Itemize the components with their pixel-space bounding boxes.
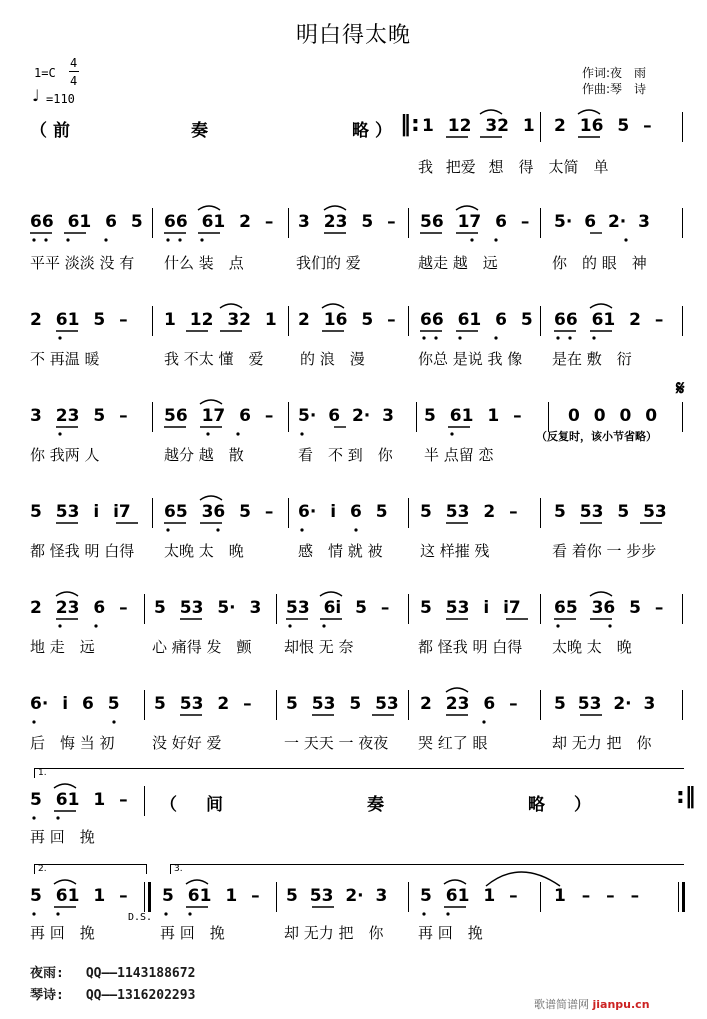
measure: 2 16 5 – [554, 116, 652, 136]
lyric-segment: 你总 是说 我 像 [418, 350, 523, 368]
lyric-segment: 太晚 太 晚 [164, 542, 244, 560]
segno-icon: 𝄋 [676, 376, 685, 400]
repeat-start-icon: ‖: [400, 112, 420, 137]
measure: 0 0 0 0 [568, 406, 658, 426]
lyric-segment: 却 无力 把 你 [552, 734, 652, 752]
measure: 5· 6 2· 3 [298, 406, 394, 426]
contact-line [30, 984, 195, 1003]
lyric-segment: 却恨 无 奈 [284, 638, 354, 656]
lyric-segment: 你 我两 人 [30, 446, 100, 464]
time-signature-bottom: 4 [70, 74, 78, 88]
lyric-segment: 再 回 挽 [30, 924, 95, 942]
measure: 5 53 2· 3 [286, 886, 388, 906]
measure: 5 53 5 53 [286, 694, 399, 714]
measure: 65 36 5 – [164, 502, 274, 522]
measure: 1 – – – [554, 886, 640, 906]
measure: 5 61 1 – [162, 886, 260, 906]
measure: 5 61 1 – [424, 406, 522, 426]
measure: 3 23 5 – [30, 406, 128, 426]
lyric-segment: 都 怪我 明 白得 [418, 638, 523, 656]
repeat-remark: （反复时，该小节省略） [536, 430, 657, 443]
lyric-segment: 什么 装 点 [164, 254, 244, 272]
contact-label: 夜雨: [30, 966, 64, 981]
measure: 53 6i 5 – [286, 598, 390, 618]
lyric-segment: 却 无力 把 你 [284, 924, 384, 942]
measure: 5 53 i i7 [420, 598, 521, 618]
measure: 66 61 2 – [164, 212, 274, 232]
measure: 5 53 5 53 [554, 502, 667, 522]
lyric-segment: 地 走 远 [30, 638, 95, 656]
measure: 5 61 1 – [420, 886, 518, 906]
lyric-segment: 后 悔 当 初 [30, 734, 115, 752]
lyric-segment: 一 天天 一 夜夜 [284, 734, 389, 752]
lyric-segment: 越走 越 远 [418, 254, 498, 272]
measure: 56 17 6 – [164, 406, 274, 426]
lyric-segment: 心 痛得 发 颤 [152, 638, 252, 656]
dal-segno: D.S. [128, 912, 153, 923]
lyric-line: 再 回 挽 [30, 828, 95, 846]
lyric-segment: 再 回 挽 [418, 924, 483, 942]
measure: 66 61 6 5 [420, 310, 533, 330]
measure: 1 12 32 1 [422, 116, 535, 136]
measure: 56 17 6 – [420, 212, 530, 232]
repeat-end-icon: :‖ [676, 784, 696, 809]
watermark-domain: jianpu.cn [592, 998, 650, 1011]
measure: 2 23 6 – [30, 598, 128, 618]
measure: 2 16 5 – [298, 310, 396, 330]
composer: 作曲:琴 诗 [582, 82, 647, 96]
lyric-segment: 平平 淡淡 没 有 [30, 254, 135, 272]
lyric-segment: 太晚 太 晚 [552, 638, 632, 656]
lyric-line: 我 把爱 想 得 太简 单 [418, 158, 609, 176]
lyric-segment: 越分 越 散 [164, 446, 244, 464]
lyric-segment: 我们的 爱 [296, 254, 361, 272]
measure: 66 61 2 – [554, 310, 664, 330]
lyric-segment: 感 情 就 被 [298, 542, 383, 560]
measure: 2 23 6 – [420, 694, 518, 714]
time-signature-top: 4 [70, 56, 78, 70]
lyric-segment: 哭 红了 眼 [418, 734, 488, 752]
lyric-segment: 我 不太 懂 爱 [164, 350, 264, 368]
tempo: =110 [46, 92, 75, 106]
volta-number: 2. [38, 864, 47, 874]
lyric-segment: 看 着你 一 步步 [552, 542, 657, 560]
measure: 5 61 1 – [30, 886, 128, 906]
page-title: 明白得太晚 [295, 23, 411, 48]
measure: 66 61 6 5 [30, 212, 143, 232]
volta-number: 3. [174, 864, 183, 874]
volta-number: 1. [38, 768, 47, 778]
quarter-note-icon: ♩ [32, 86, 40, 105]
lyric-segment: 是在 敷 衍 [552, 350, 632, 368]
lyric-segment: 都 怪我 明 白得 [30, 542, 135, 560]
contact-label: 琴诗: [30, 988, 64, 1003]
measure: 5 53 i i7 [30, 502, 131, 522]
measure: 5· 6 2· 3 [554, 212, 650, 232]
measure: 5 53 2 – [420, 502, 518, 522]
lyric-segment: 你 的 眼 神 [552, 254, 647, 272]
key-signature: 1=C [34, 66, 56, 80]
measure: 6· i 6 5 [298, 502, 388, 522]
measure: 1 12 32 1 [164, 310, 277, 330]
contact-value: QQ——1143188672 [85, 966, 196, 981]
measure: 5 53 2· 3 [554, 694, 656, 714]
measure: 3 23 5 – [298, 212, 396, 232]
measure: 65 36 5 – [554, 598, 664, 618]
interlude-marking: （ 间 奏 略 ） [160, 795, 597, 815]
watermark [534, 996, 650, 1012]
lyric-segment: 没 好好 爱 [152, 734, 222, 752]
lyric-segment: 的 浪 漫 [300, 350, 365, 368]
lyric-segment: 再 回 挽 [160, 924, 225, 942]
contact-line [30, 962, 195, 981]
lyric-segment: 不 再温 暖 [30, 350, 100, 368]
measure: 5 53 5· 3 [154, 598, 262, 618]
lyricist: 作词:夜 雨 [582, 66, 647, 80]
lyric-segment: 半 点留 恋 [424, 446, 494, 464]
measure: 2 61 5 – [30, 310, 128, 330]
measure: 5 61 1 – [30, 790, 128, 810]
measure: 6· i 6 5 [30, 694, 120, 714]
lyric-segment: 看 不 到 你 [298, 446, 393, 464]
intro-marking: （前 奏 略） [30, 121, 398, 141]
measure: 5 53 2 – [154, 694, 252, 714]
watermark-text: 歌谱简谱网 [534, 998, 589, 1011]
contact-value: QQ——1316202293 [85, 988, 196, 1003]
lyric-segment: 这 样摧 残 [420, 542, 490, 560]
